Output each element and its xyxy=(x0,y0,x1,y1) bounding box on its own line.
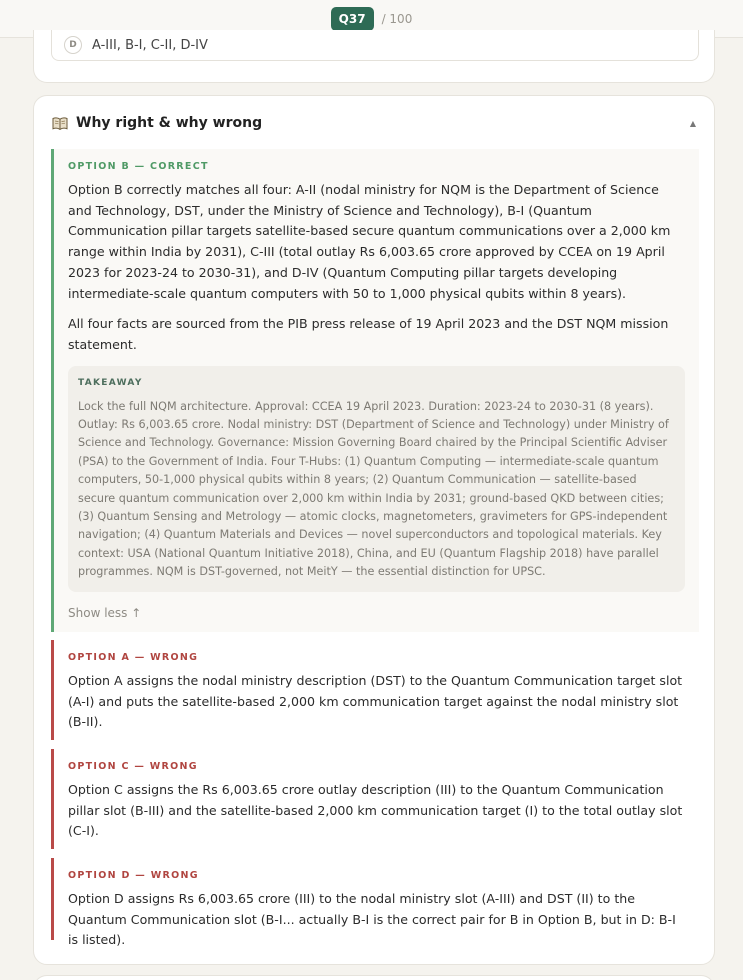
wrong-option-tag: OPTION C — WRONG xyxy=(68,761,198,772)
correct-explanation-text: Option B correctly matches all four: A-II (nodal ministry for NQM is the Department of Science and Technology, DST, under the Ministry of Science and Technology), B-I (Quantum Communication pillar targets satellite-based secure quantum communications over a 2,000 km range within India by 2031), C-III (total outlay Rs 6,003.65 crore approved by CCEA on 19 April 2023 for 2023-24 to 2030-31), and D-IV (Quantum Computing pillar targets developing intermediate-scale quantum computers with 50 to 1,000 physical qubits within 8 years). xyxy=(68,182,671,301)
option-text: A-III, B-I, C-II, D-IV xyxy=(92,37,208,53)
explanation-header[interactable] xyxy=(52,113,696,133)
next-card-edge xyxy=(33,975,715,980)
wrong-option-tag: OPTION D — WRONG xyxy=(68,870,199,881)
wrong-explanation-text: Option C assigns the Rs 6,003.65 crore outlay description (III) to the Quantum Communication pillar slot (B-III) and the satellite-based 2,000 km communication target (I) to the total outlay slot (C-I). xyxy=(68,782,683,839)
option-letter-circle: D xyxy=(64,36,82,54)
explanation-card xyxy=(33,95,715,965)
explanation-title: Why right & why wrong xyxy=(76,115,263,131)
option-d-row[interactable] xyxy=(51,30,699,61)
wrong-option-a-block xyxy=(51,640,699,740)
takeaway-tag: TAKEAWAY xyxy=(78,377,143,388)
wrong-option-tag: OPTION A — WRONG xyxy=(68,652,199,663)
collapse-caret-icon[interactable]: ▲ xyxy=(689,118,696,128)
wrong-option-d-block xyxy=(51,858,699,948)
wrong-option-c-block xyxy=(51,749,699,849)
correct-option-block xyxy=(51,149,699,632)
options-card xyxy=(33,30,715,83)
show-less-link[interactable]: Show less ↑ xyxy=(68,605,142,620)
open-book-icon xyxy=(52,117,68,130)
takeaway-box xyxy=(68,366,685,592)
wrong-explanation-text: Option D assigns Rs 6,003.65 crore (III) to the nodal ministry slot (A-III) and DST (II) to the Quantum Communication slot (B-I... actually B-I is the correct pair for B in Option B, but in D: B-I is listed). xyxy=(68,891,676,948)
question-total: / 100 xyxy=(381,11,413,26)
takeaway-text: Lock the full NQM architecture. Approval: CCEA 19 April 2023. Duration: 2023-24 to 2030-31 (8 years). Outlay: Rs 6,003.65 crore. Nodal ministry: DST (Department of Science and Technology) under Ministry of Science and Technology. Governance: Mission Governing Board chaired by the Principal Scientific Adviser (PSA) to the Government of India. Four T-Hubs: (1) Quantum Computing — intermediate-scale quantum computers, 50-1,000 physical qubits within 8 years; (2) Quantum Communication — satellite-based secure quantum communication over 2,000 km within India by 2031; ground-based QKD between cities; (3) Quantum Sensing and Metrology — atomic clocks, magnetometers, gravimeters for GPS-independent navigation; (4) Quantum Materials and Devices — novel superconductors and topological materials. Key context: USA (National Quantum Initiative 2018), China, and EU (Quantum Flagship 2018) have parallel programmes. NQM is DST-governed, not MeitY — the essential distinction for UPSC. xyxy=(78,399,669,579)
question-number-badge: Q37 xyxy=(331,7,374,31)
correct-option-tag: OPTION B — CORRECT xyxy=(68,161,209,172)
wrong-explanation-text: Option A assigns the nodal ministry description (DST) to the Quantum Communication target slot (A-I) and puts the satellite-based 2,000 km communication target against the nodal ministry slot (B-II). xyxy=(68,673,683,730)
source-note-text: All four facts are sourced from the PIB press release of 19 April 2023 and the DST NQM mission statement. xyxy=(68,316,669,352)
